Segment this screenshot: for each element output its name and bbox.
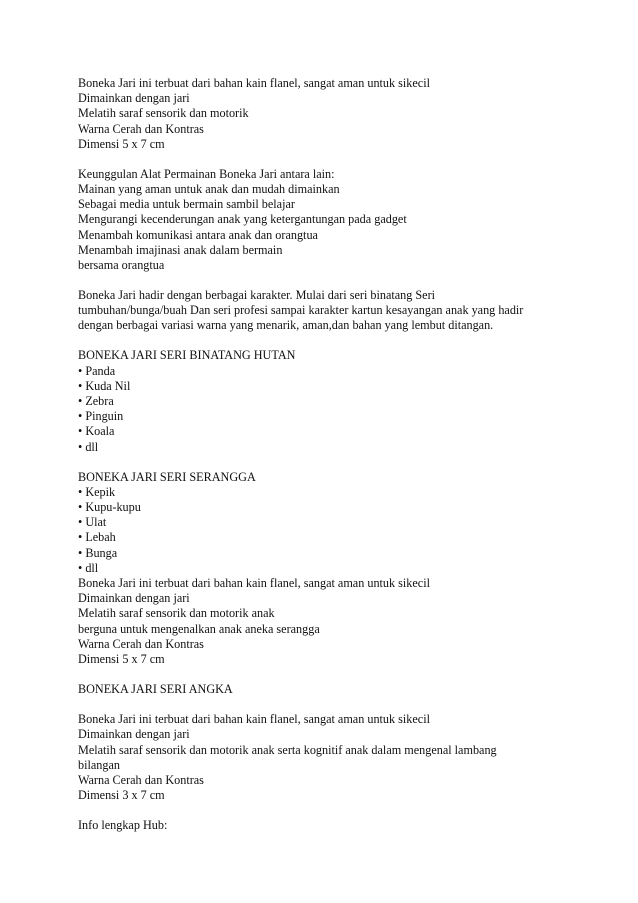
list-item: • Kuda Nil [78, 378, 131, 393]
text-line: Mainan yang aman untuk anak dan mudah dimainkan [78, 182, 340, 197]
list-item: • Koala [78, 424, 115, 439]
list-item: • Kepik [78, 484, 116, 499]
paragraph-gap [78, 334, 598, 349]
text-line: bersama orangtua [78, 258, 165, 273]
list-item: • Zebra [78, 394, 114, 409]
list-item: • Ulat [78, 515, 107, 530]
list-item: • Bunga [78, 545, 118, 560]
text-line: Dimainkan dengan jari [78, 591, 190, 606]
section-numbers [78, 712, 598, 803]
text-line: bilangan [78, 757, 120, 772]
text-line: Dimensi 5 x 7 cm [78, 136, 165, 151]
text-line: Dimainkan dengan jari [78, 91, 190, 106]
paragraph-characters [78, 288, 598, 334]
list-item: • Panda [78, 363, 116, 378]
text-line: Melatih saraf sensorik dan motorik [78, 106, 249, 121]
text-line: Mengurangi kecenderungan anak yang ketergantungan pada gadget [78, 212, 407, 227]
section-heading: BONEKA JARI SERI SERANGGA [78, 469, 256, 484]
text-line: berguna untuk mengenalkan anak aneka serangga [78, 621, 320, 636]
text-line: Menambah komunikasi antara anak dan orangtua [78, 227, 318, 242]
paragraph-gap [78, 152, 598, 167]
list-item: • dll [78, 560, 99, 575]
text-line: Menambah imajinasi anak dalam bermain [78, 242, 283, 257]
section-heading: BONEKA JARI SERI BINATANG HUTAN [78, 348, 296, 363]
text-line: Boneka Jari hadir dengan berbagai karakter. Mulai dari seri binatang Seri [78, 288, 436, 303]
text-line: Sebagai media untuk bermain sambil belajar [78, 197, 295, 212]
text-line: Warna Cerah dan Kontras [78, 636, 204, 651]
text-line: dengan berbagai variasi warna yang menarik, aman,dan bahan yang lembut ditangan. [78, 318, 494, 333]
text-line: Melatih saraf sensorik dan motorik anak [78, 606, 275, 621]
text-line: Keunggulan Alat Permainan Boneka Jari antara lain: [78, 166, 335, 181]
text-line: Info lengkap Hub: [78, 818, 168, 833]
paragraph-advantages [78, 167, 598, 273]
list-item: • dll [78, 439, 99, 454]
text-line: Boneka Jari ini terbuat dari bahan kain flanel, sangat aman untuk sikecil [78, 576, 430, 591]
paragraph-gap [78, 803, 598, 818]
paragraph-gap [78, 667, 598, 682]
text-line: Warna Cerah dan Kontras [78, 772, 204, 787]
paragraph-gap [78, 273, 598, 288]
text-line: Boneka Jari ini terbuat dari bahan kain flanel, sangat aman untuk sikecil [78, 76, 430, 90]
text-line: Dimensi 3 x 7 cm [78, 788, 165, 803]
list-item: • Kupu-kupu [78, 500, 141, 515]
section-insects [78, 470, 598, 668]
text-line: tumbuhan/bunga/buah Dan seri profesi sampai karakter kartun kesayangan anak yang hadir [78, 303, 524, 318]
text-line: Boneka Jari ini terbuat dari bahan kain flanel, sangat aman untuk sikecil [78, 712, 430, 727]
section-numbers-heading [78, 682, 598, 697]
paragraph-product-intro [78, 76, 598, 152]
document-page [78, 76, 598, 833]
contact-info [78, 818, 598, 833]
section-forest-animals [78, 348, 598, 454]
section-heading: BONEKA JARI SERI ANGKA [78, 682, 233, 697]
text-line: Dimainkan dengan jari [78, 727, 190, 742]
paragraph-gap [78, 455, 598, 470]
list-item: • Pinguin [78, 409, 124, 424]
paragraph-gap [78, 697, 598, 712]
list-item: • Lebah [78, 530, 116, 545]
text-line: Melatih saraf sensorik dan motorik anak serta kognitif anak dalam mengenal lambang [78, 742, 497, 757]
text-line: Warna Cerah dan Kontras [78, 121, 204, 136]
text-line: Dimensi 5 x 7 cm [78, 652, 165, 667]
